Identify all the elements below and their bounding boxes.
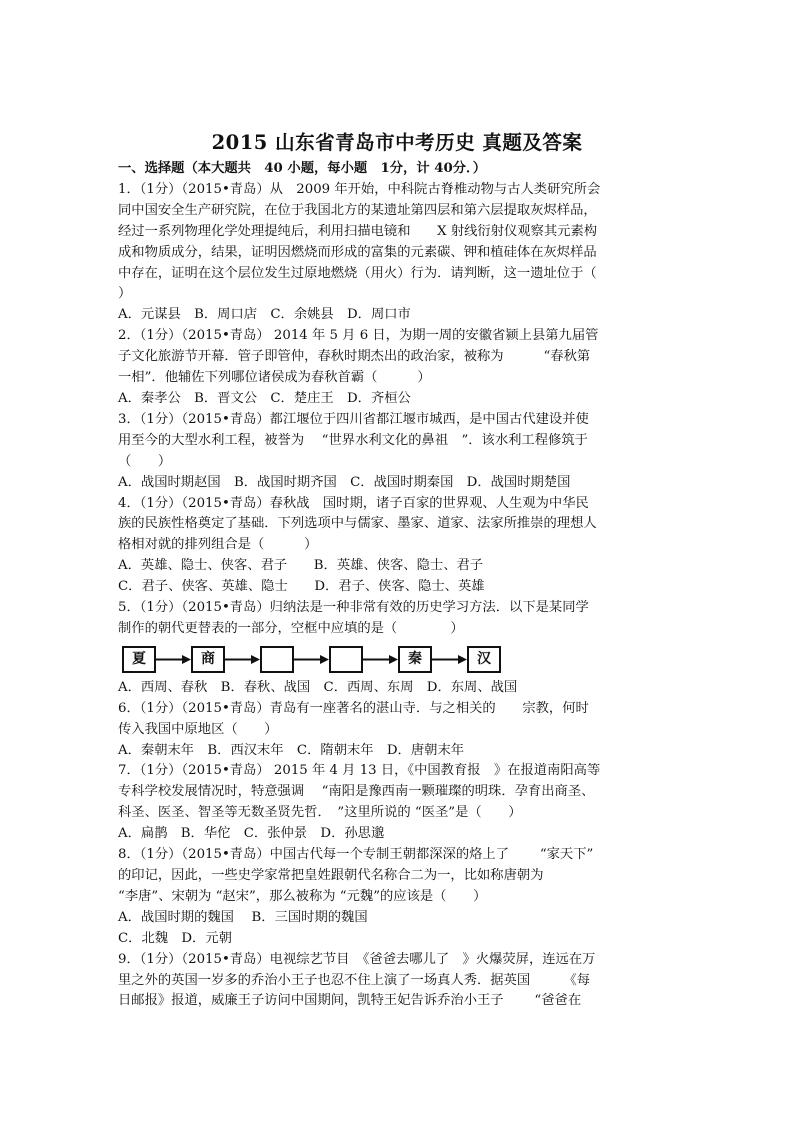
- question-text-line: 2．（1分）（2015•青岛） 2014 年 5 月 6 日，为期一周的安徽省颍上县第九届管: [118, 328, 599, 344]
- question-text-line: 6．（1分）（2015•青岛）青岛有一座著名的湛山寺．与之相关的 宗教，何时: [118, 700, 589, 716]
- question-text-line: 一相”．他辅佐下列哪位诸侯成为春秋首霸（ ）: [118, 370, 431, 386]
- question-text-line: 中存在，证明在这个层位发生过原地燃烧（用火）行为．请判断，这一遗址位于（: [118, 265, 597, 281]
- question-5: [118, 598, 678, 699]
- question-text-line: 用至今的大型水利工程，被誉为 “世界水利文化的鼻祖 ”．该水利工程修筑于: [118, 432, 588, 448]
- arrow-right-icon: [432, 646, 467, 673]
- blank-dynasty-box: [329, 646, 363, 673]
- answer-options: A．秦孝公 B．晋文公 C．楚庄王 D．齐桓公: [118, 390, 411, 406]
- arrow-right-icon: [363, 646, 398, 673]
- question-text-line: （ ）: [118, 453, 172, 469]
- question-text-line: 成和物质成分，结果，证明因燃烧而形成的富集的元素碳、钾和植硅体在灰烬样品: [118, 244, 597, 260]
- question-9: [118, 950, 678, 1013]
- question-2: [118, 326, 678, 410]
- question-8: [118, 845, 678, 950]
- dynasty-flow-diagram: [122, 642, 678, 678]
- question-text-line: ）: [118, 286, 132, 302]
- answer-options: A．战国时期的魏国 B．三国时期的魏国: [118, 909, 368, 925]
- section-heading: 一、选择题（本大题共 40 小题，每小题 1分，计 40分．）: [118, 161, 486, 176]
- blank-dynasty-box: [260, 646, 294, 673]
- question-text-line: 8．（1分）（2015•青岛）中国古代每一个专制王朝都深深的烙上了 “家天下”: [118, 847, 594, 863]
- question-7: [118, 761, 678, 845]
- dynasty-box: 夏: [122, 646, 156, 673]
- question-text-line: 4．（1分）（2015•青岛）春秋战 国时期，诸子百家的世界观、人生观为中华民: [118, 495, 589, 511]
- answer-options: A．扁鹊 B．华佗 C．张仲景 D．孙思邈: [118, 826, 385, 842]
- question-text-line: 传入我国中原地区（ ）: [118, 721, 278, 737]
- arrow-right-icon: [156, 646, 191, 673]
- question-text-line: 科圣、医圣、智圣等无数圣贤先哲． ”这里所说的 “医圣”是（ ）: [118, 805, 522, 821]
- answer-options: C．君子、侠客、英雄、隐士 D．君子、侠客、隐士、英雄: [118, 579, 485, 595]
- question-text-line: 日邮报》报道，威廉王子访问中国期间，凯特王妃告诉乔治小王子 “爸爸在: [118, 993, 582, 1009]
- dynasty-box: 汉: [467, 646, 501, 673]
- question-1: [118, 180, 678, 326]
- answer-options: A．战国时期赵国 B．战国时期齐国 C．战国时期秦国 D．战国时期楚国: [118, 474, 571, 490]
- question-text-line: 同中国安全生产研究院，在位于我国北方的某遗址第四层和第六层提取灰烬样品，: [118, 202, 597, 218]
- exam-content: [118, 159, 678, 1012]
- dynasty-box: 秦: [398, 646, 432, 673]
- arrow-right-icon: [225, 646, 260, 673]
- answer-options: C．北魏 D．元朝: [118, 930, 232, 946]
- question-text-line: 5．（1分）（2015•青岛）归纳法是一种非常有效的历史学习方法．以下是某同学: [118, 600, 589, 616]
- question-text-line: 1．（1分）（2015•青岛）从 2009 年开始，中科院古脊椎动物与古人类研究所会: [118, 181, 601, 197]
- question-3: [118, 410, 678, 494]
- question-text-line: 专科学校发展情况时，特意强调 “南阳是豫西南一颗璀璨的明珠．孕育出商圣、: [118, 784, 595, 800]
- question-4: [118, 494, 678, 599]
- answer-options: A．西周、春秋 B．春秋、战国 C．西周、东周 D．东周、战国: [118, 679, 518, 695]
- question-text-line: 里之外的英国一岁多的乔治小王子也忍不住上演了一场真人秀．据英国 《每: [118, 972, 591, 988]
- answer-options: A．秦朝末年 B．西汉末年 C．隋朝末年 D．唐朝末年: [118, 742, 465, 758]
- question-text-line: 3．（1分）（2015•青岛）都江堰位于四川省都江堰市城西，是中国古代建设并使: [118, 411, 589, 427]
- question-text-line: “李唐”、宋朝为 “赵宋”，那么被称为 “元魏”的应该是（ ）: [118, 888, 487, 904]
- question-text-line: 子文化旅游节开幕．管子即管仲，春秋时期杰出的政治家，被称为 “春秋第: [118, 349, 591, 365]
- question-6: [118, 699, 678, 762]
- question-text-line: 9．（1分）（2015•青岛）电视综艺节目 《爸爸去哪儿了 》火爆荧屏，连远在万: [118, 951, 596, 967]
- answer-options: A．英雄、隐士、侠客、君子 B．英雄、侠客、隐士、君子: [118, 558, 484, 574]
- question-text-line: 格相对就的排列组合是（ ）: [118, 537, 318, 553]
- dynasty-box: 商: [191, 646, 225, 673]
- question-text-line: 7．（1分）（2015•青岛） 2015 年 4 月 13 日，《中国教育报 》在报道南阳高等: [118, 763, 601, 779]
- question-text-line: 经过一系列物理化学处理提纯后，利用扫描电镜和 X 射线衍射仪观察其元素构: [118, 223, 598, 239]
- question-text-line: 制作的朝代更替表的一部分，空框中应填的是（ ）: [118, 620, 464, 636]
- page-title: 2015 山东省青岛市中考历史 真题及答案: [211, 131, 583, 154]
- arrow-right-icon: [294, 646, 329, 673]
- question-text-line: 族的民族性格奠定了基础．下列选项中与儒家、墨家、道家、法家所推崇的理想人: [118, 516, 597, 532]
- question-list: [118, 180, 678, 1012]
- answer-options: A．元谋县 B．周口店 C．余姚县 D．周口市: [118, 307, 411, 323]
- question-text-line: 的印记，因此，一些史学家常把皇姓跟朝代名称合二为一，比如称唐朝为: [118, 868, 544, 883]
